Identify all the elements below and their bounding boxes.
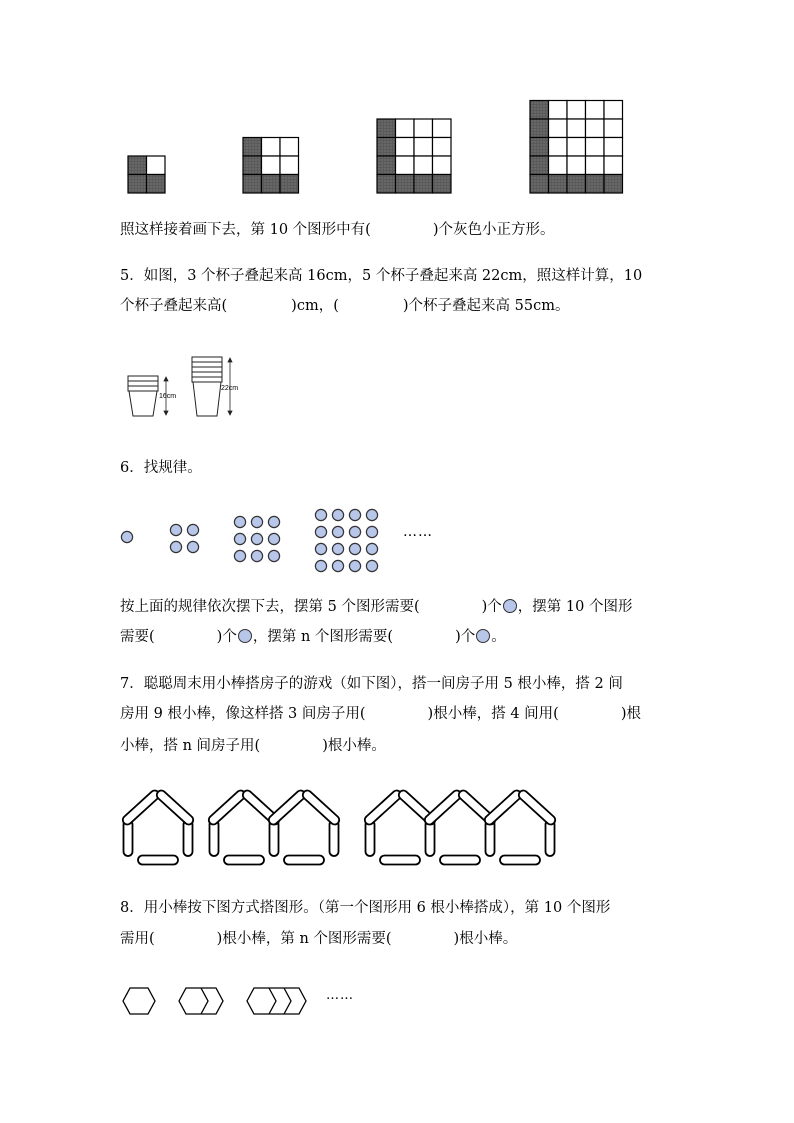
blue-circle bbox=[187, 524, 198, 535]
white-square bbox=[567, 156, 586, 175]
white-square bbox=[262, 138, 281, 157]
wall-stick bbox=[366, 820, 375, 856]
white-square bbox=[414, 156, 433, 175]
gray-square bbox=[567, 175, 586, 194]
floor-stick bbox=[440, 856, 480, 865]
white-square bbox=[567, 101, 586, 120]
blue-circle bbox=[332, 526, 343, 537]
gray-square bbox=[549, 175, 568, 194]
floor-stick bbox=[224, 856, 264, 865]
white-square bbox=[396, 156, 415, 175]
q5-line2: 个杯子叠起来高( )cm，( )个杯子叠起来高 55cm。 bbox=[120, 298, 570, 314]
blue-circle bbox=[170, 541, 181, 552]
white-square bbox=[433, 156, 452, 175]
roof-stick bbox=[517, 789, 557, 827]
blue-circle bbox=[366, 526, 377, 537]
floor-stick bbox=[284, 856, 324, 865]
roof-stick bbox=[121, 789, 161, 827]
blue-circle bbox=[366, 543, 377, 554]
cup-label-22: 22cm bbox=[221, 385, 239, 392]
blue-circle bbox=[366, 509, 377, 520]
roof-stick bbox=[363, 789, 403, 827]
white-square bbox=[549, 156, 568, 175]
white-square bbox=[433, 119, 452, 138]
q6-ellipsis: …… bbox=[403, 524, 433, 540]
white-square bbox=[262, 156, 281, 175]
blue-circle bbox=[349, 560, 360, 571]
white-square bbox=[586, 101, 605, 120]
roof-stick bbox=[483, 789, 523, 827]
q7-line3: 小棒，搭 n 间房子用( )根小棒。 bbox=[120, 738, 386, 754]
gray-square bbox=[377, 138, 396, 157]
roof-stick bbox=[423, 789, 463, 827]
gray-square bbox=[586, 175, 605, 194]
blue-circle bbox=[251, 516, 262, 527]
blue-circle bbox=[234, 516, 245, 527]
circle-icon bbox=[476, 629, 490, 643]
gray-square bbox=[530, 101, 549, 120]
gray-square bbox=[396, 175, 415, 194]
blue-circle bbox=[268, 533, 279, 544]
q7-line2: 房用 9 根小棒，像这样搭 3 间房子用( )根小棒，搭 4 间用( )根 bbox=[120, 706, 641, 722]
blue-circle bbox=[251, 550, 262, 561]
q6-line1: 按上面的规律依次摆下去，摆第 5 个图形需要( )个 ，摆第 10 个图形 bbox=[120, 599, 633, 615]
gray-square bbox=[147, 175, 166, 194]
white-square bbox=[433, 138, 452, 157]
blue-circle bbox=[234, 550, 245, 561]
blue-circle bbox=[349, 543, 360, 554]
gray-square bbox=[414, 175, 433, 194]
wall-stick bbox=[124, 820, 133, 856]
blue-circle bbox=[332, 509, 343, 520]
blue-circle bbox=[268, 516, 279, 527]
white-square bbox=[586, 119, 605, 138]
wall-stick bbox=[486, 820, 495, 856]
q8-line2: 需用( )根小棒，第 n 个图形需要( )根小棒。 bbox=[120, 931, 518, 947]
stick-houses-figure bbox=[0, 782, 794, 872]
white-square bbox=[567, 138, 586, 157]
white-square bbox=[280, 156, 299, 175]
gray-square bbox=[530, 175, 549, 194]
blue-circle bbox=[332, 543, 343, 554]
gray-squares-figure bbox=[0, 0, 794, 200]
wall-stick bbox=[330, 820, 339, 856]
gray-square bbox=[280, 175, 299, 194]
blue-circle bbox=[170, 524, 181, 535]
cups-figure bbox=[120, 350, 280, 440]
wall-stick bbox=[270, 820, 279, 856]
wall-stick bbox=[184, 820, 193, 856]
gray-square bbox=[530, 138, 549, 157]
blue-circle bbox=[315, 509, 326, 520]
white-square bbox=[549, 138, 568, 157]
floor-stick bbox=[380, 856, 420, 865]
blue-circle bbox=[251, 533, 262, 544]
blue-circle bbox=[268, 550, 279, 561]
blue-circle bbox=[349, 509, 360, 520]
gray-square bbox=[530, 156, 549, 175]
blue-circle bbox=[315, 543, 326, 554]
blue-circle bbox=[234, 533, 245, 544]
q4-text: 照这样接着画下去，第 10 个图形中有( )个灰色小正方形。 bbox=[120, 222, 555, 238]
gray-square bbox=[262, 175, 281, 194]
blue-circle bbox=[366, 560, 377, 571]
blue-circle bbox=[315, 526, 326, 537]
white-square bbox=[549, 101, 568, 120]
white-square bbox=[567, 119, 586, 138]
wall-stick bbox=[546, 820, 555, 856]
gray-square bbox=[377, 156, 396, 175]
q6-title: 6．找规律。 bbox=[120, 460, 202, 476]
white-square bbox=[280, 138, 299, 157]
gray-square bbox=[243, 138, 262, 157]
floor-stick bbox=[500, 856, 540, 865]
cup-label-16: 16cm bbox=[159, 393, 177, 400]
gray-square bbox=[433, 175, 452, 194]
white-square bbox=[147, 156, 166, 175]
gray-square bbox=[377, 119, 396, 138]
blue-circle bbox=[187, 541, 198, 552]
blue-circle bbox=[121, 531, 132, 542]
roof-stick bbox=[267, 789, 307, 827]
roof-stick bbox=[207, 789, 247, 827]
white-square bbox=[604, 119, 623, 138]
gray-square bbox=[128, 156, 147, 175]
white-square bbox=[586, 156, 605, 175]
blue-circle bbox=[315, 560, 326, 571]
circle-pattern-figure bbox=[115, 505, 465, 575]
wall-stick bbox=[210, 820, 219, 856]
white-square bbox=[549, 119, 568, 138]
circle-icon bbox=[503, 599, 517, 613]
floor-stick bbox=[138, 856, 178, 865]
gray-square bbox=[243, 156, 262, 175]
gray-square bbox=[530, 119, 549, 138]
white-square bbox=[586, 138, 605, 157]
white-square bbox=[414, 138, 433, 157]
wall-stick bbox=[426, 820, 435, 856]
blue-circle bbox=[332, 560, 343, 571]
white-square bbox=[396, 119, 415, 138]
gray-square bbox=[128, 175, 147, 194]
gray-square bbox=[243, 175, 262, 194]
white-square bbox=[414, 119, 433, 138]
white-square bbox=[604, 101, 623, 120]
gray-square bbox=[604, 175, 623, 194]
q6-line2: 需要( )个 ，摆第 n 个图形需要( )个 。 bbox=[120, 629, 506, 645]
white-square bbox=[604, 138, 623, 157]
q8-ellipsis: …… bbox=[326, 988, 354, 1003]
roof-stick bbox=[155, 789, 195, 827]
blue-circle bbox=[349, 526, 360, 537]
white-square bbox=[604, 156, 623, 175]
gray-square bbox=[377, 175, 396, 194]
q5-line1: 5．如图，3 个杯子叠起来高 16cm，5 个杯子叠起来高 22cm，照这样计算，10 bbox=[120, 268, 643, 284]
white-square bbox=[396, 138, 415, 157]
q8-line1: 8．用小棒按下图方式搭图形。（第一个图形用 6 根小棒搭成），第 10 个图形 bbox=[120, 900, 611, 916]
roof-stick bbox=[301, 789, 341, 827]
q7-line1: 7．聪聪周末用小棒搭房子的游戏（如下图），搭一间房子用 5 根小棒，搭 2 间 bbox=[120, 676, 623, 692]
circle-icon bbox=[238, 629, 252, 643]
